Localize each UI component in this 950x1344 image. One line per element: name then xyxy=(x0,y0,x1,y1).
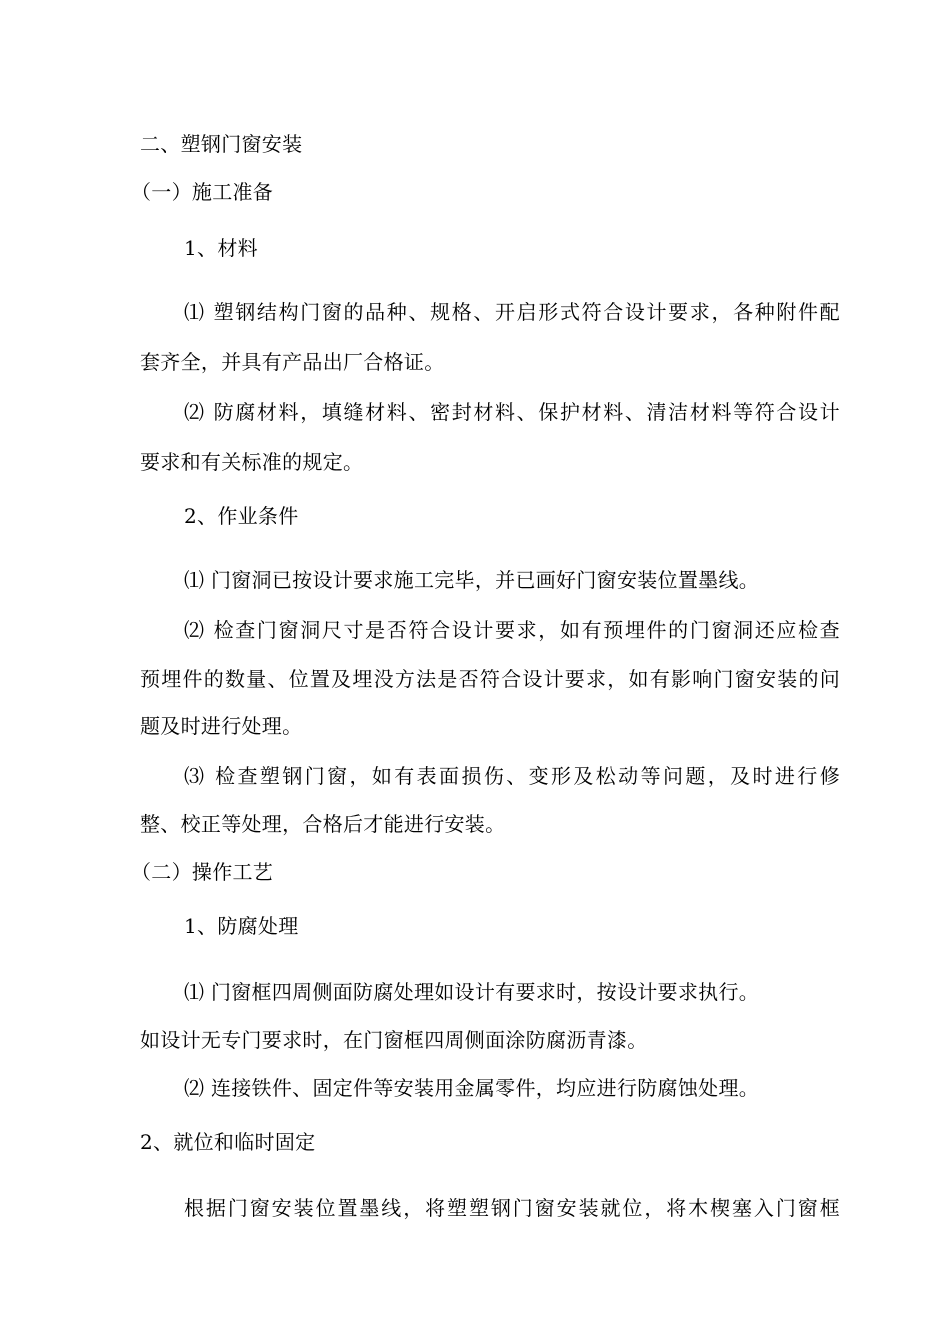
paragraph-line: ⑴ 塑钢结构门窗的品种、规格、开启形式符合设计要求，各种附件配 xyxy=(184,300,840,324)
paragraph-line: ⑵ 检查门窗洞尺寸是否符合设计要求，如有预埋件的门窗洞还应检查 xyxy=(184,618,840,642)
paragraph-line: 整、校正等处理，合格后才能进行安装。 xyxy=(140,812,506,836)
subsection-title-operation-process: （二）操作工艺 xyxy=(131,860,274,884)
section-title: 二、塑钢门窗安装 xyxy=(140,132,303,156)
paragraph-line: ⑵ 防腐材料，填缝材料、密封材料、保护材料、清洁材料等符合设计 xyxy=(184,400,840,424)
paragraph-line: 预埋件的数量、位置及埋没方法是否符合设计要求，如有影响门窗安装的问 xyxy=(140,667,840,691)
item-title-materials: 1、材料 xyxy=(184,236,258,260)
paragraph-line: ⑴ 门窗框四周侧面防腐处理如设计有要求时，按设计要求执行。 xyxy=(184,980,760,1004)
paragraph-line: 根据门窗安装位置墨线，将塑塑钢门窗安装就位，将木楔塞入门窗框 xyxy=(184,1196,840,1220)
item-title-anticorrosion: 1、防腐处理 xyxy=(184,914,299,938)
paragraph-line: ⑶ 检查塑钢门窗，如有表面损伤、变形及松动等问题，及时进行修 xyxy=(184,764,840,788)
paragraph-line: 题及时进行处理。 xyxy=(140,714,303,738)
paragraph-line: 如设计无专门要求时，在门窗框四周侧面涂防腐沥青漆。 xyxy=(140,1028,648,1052)
item-title-work-conditions: 2、作业条件 xyxy=(184,504,299,528)
paragraph-line: 要求和有关标准的规定。 xyxy=(140,450,364,474)
paragraph-line: ⑴ 门窗洞已按设计要求施工完毕，并已画好门窗安装位置墨线。 xyxy=(184,568,760,592)
paragraph-line: ⑵ 连接铁件、固定件等安装用金属零件，均应进行防腐蚀处理。 xyxy=(184,1076,760,1100)
item-title-positioning: 2、就位和临时固定 xyxy=(140,1130,316,1154)
subsection-title-construction-prep: （一）施工准备 xyxy=(131,180,274,204)
paragraph-line: 套齐全，并具有产品出厂合格证。 xyxy=(140,350,445,374)
